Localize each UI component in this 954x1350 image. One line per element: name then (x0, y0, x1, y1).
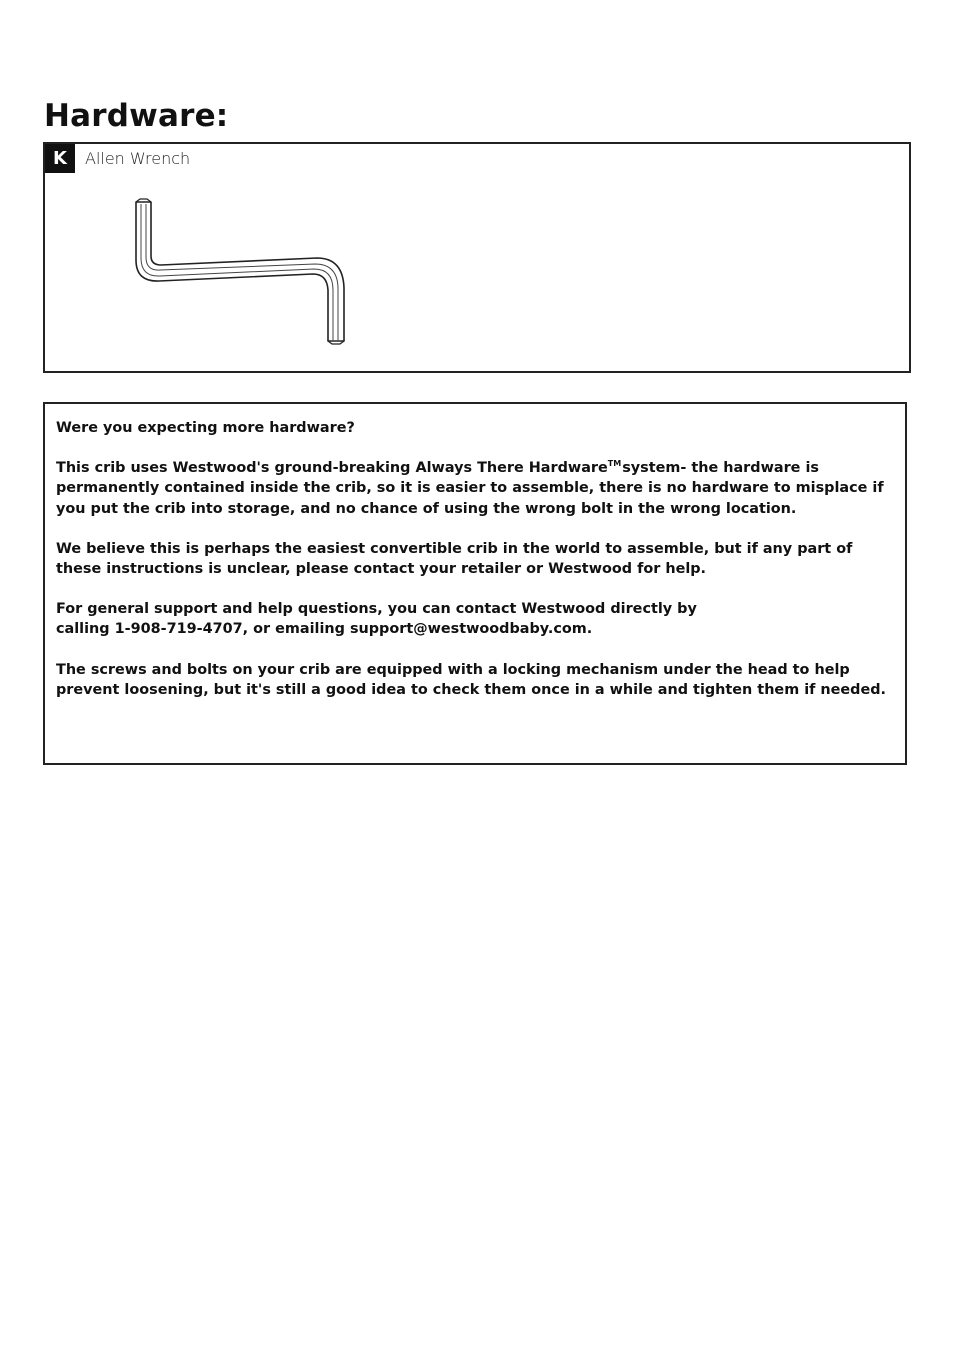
part-name-label: Allen Wrench (85, 149, 191, 168)
trademark-mark: TM (607, 459, 622, 469)
allen-wrench-icon (131, 198, 361, 348)
info-paragraph-hardware-system: This crib uses Westwood's ground-breaking Always There Hardware™system- the hardware is permanently contained inside the crib, so it is easier to assemble, there is no hardware to misplace if you put the crib into storage, and no chance of using the wrong bolt in the wrong location. (56, 459, 884, 517)
part-letter-badge: K (45, 144, 75, 173)
page-title: Hardware: (44, 98, 229, 134)
info-paragraph-locking-mechanism: The screws and bolts on your crib are equipped with a locking mechanism under the head to help prevent loosening, but it's still a good idea to check them once in a while and tighten them if needed. (56, 661, 886, 698)
info-paragraph-easiest-crib: We believe this is perhaps the easiest convertible crib in the world to assemble, but if any part of these instructions is unclear, please contact your retailer or Westwood for help. (56, 540, 853, 578)
hardware-list-box (43, 142, 911, 373)
info-heading: Were you expecting more hardware? (56, 420, 355, 436)
info-box (43, 402, 907, 765)
info-paragraph-contact: For general support and help questions, you can contact Westwood directly by calling 1-908-719-4707, or emailing support@westwoodbaby.com. (56, 601, 697, 638)
